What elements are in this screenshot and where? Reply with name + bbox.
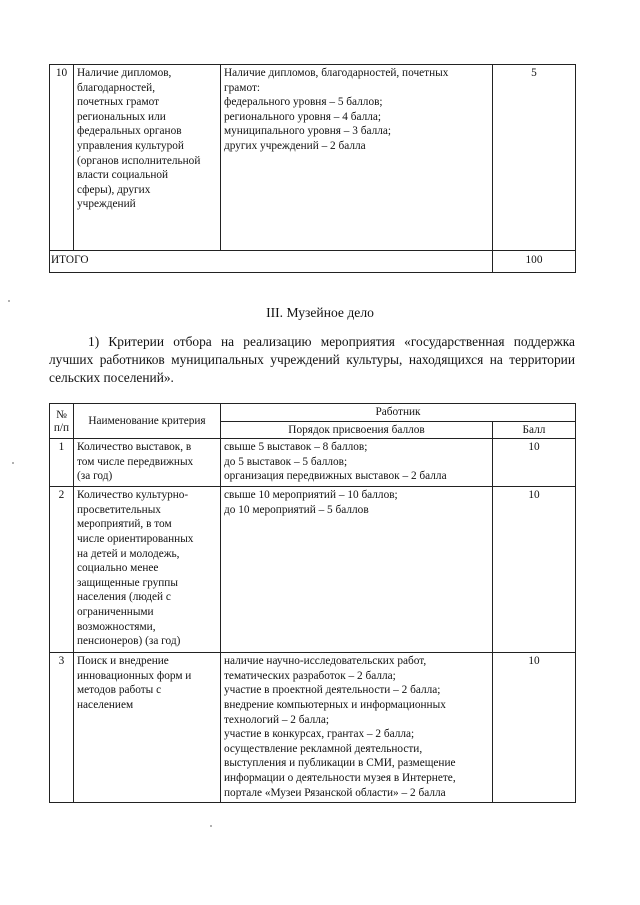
criterion-name: Поиск и внедрение инновационных форм и методов работы с населением bbox=[74, 653, 221, 803]
header-criterion: Наименование критерия bbox=[74, 404, 221, 439]
header-num: № п/п bbox=[50, 404, 74, 439]
header-score: Балл bbox=[493, 421, 576, 439]
criterion-name: Количество культурно- просветительных мероприятий, в том числе ориентированных на детей и молодежь, социально менее защищенные группы населения (людей с ограниченными возможностями, пенсионеров) (за год) bbox=[74, 487, 221, 653]
scoring-order: Наличие дипломов, благодарностей, почетных грамот: федерального уровня – 5 баллов; регионального уровня – 4 балла; муниципального уровня – 3 балла; других учреждений – 2 балла bbox=[221, 65, 493, 251]
score-value: 10 bbox=[493, 653, 576, 803]
intro-paragraph bbox=[49, 333, 575, 387]
score-value: 5 bbox=[493, 65, 576, 251]
scan-speck bbox=[8, 300, 10, 302]
header-worker: Работник bbox=[221, 404, 576, 422]
total-label: ИТОГО bbox=[50, 251, 493, 273]
intro-text: 1) Критерии отбора на реализацию мероприятия «государственная поддержка лучших работников муниципальных учреждений культуры, находящихся на территории сельских поселений». bbox=[49, 334, 575, 385]
section-heading: III. Музейное дело bbox=[266, 305, 374, 320]
row-number: 1 bbox=[50, 439, 74, 487]
scan-speck bbox=[210, 825, 212, 827]
total-row bbox=[50, 251, 576, 273]
scoring-order: свыше 10 мероприятий – 10 баллов; до 10 мероприятий – 5 баллов bbox=[221, 487, 493, 653]
scan-speck bbox=[12, 462, 14, 464]
museum-criteria-table bbox=[49, 403, 576, 803]
table-row bbox=[50, 487, 576, 653]
criteria-table-continued bbox=[49, 64, 576, 273]
row-number: 10 bbox=[50, 65, 74, 251]
header-order: Порядок присвоения баллов bbox=[221, 421, 493, 439]
table-row bbox=[50, 65, 576, 251]
table-row bbox=[50, 439, 576, 487]
score-value: 10 bbox=[493, 439, 576, 487]
table-row bbox=[50, 653, 576, 803]
row-number: 3 bbox=[50, 653, 74, 803]
scoring-order: свыше 5 выставок – 8 баллов; до 5 выставок – 5 баллов; организация передвижных выставок – 2 балла bbox=[221, 439, 493, 487]
criterion-name: Количество выставок, в том числе передвижных (за год) bbox=[74, 439, 221, 487]
criterion-name: Наличие дипломов, благодарностей, почетных грамот региональных или федеральных органов управления культурой (органов исполнительной власти социальной сферы), других учреждений bbox=[74, 65, 221, 251]
total-value: 100 bbox=[493, 251, 576, 273]
score-value: 10 bbox=[493, 487, 576, 653]
row-number: 2 bbox=[50, 487, 74, 653]
scoring-order: наличие научно-исследовательских работ, тематических разработок – 2 балла; участие в проектной деятельности – 2 балла; внедрение компьютерных и информационных технологий – 2 балла; участие в конкурсах, грантах – 2 балла; осуществление рекламной деятельности, выступления и публикации в СМИ, размещение информации о деятельности музея в Интернете, портале «Музеи Рязанской области» – 2 балла bbox=[221, 653, 493, 803]
header-row bbox=[50, 404, 576, 422]
